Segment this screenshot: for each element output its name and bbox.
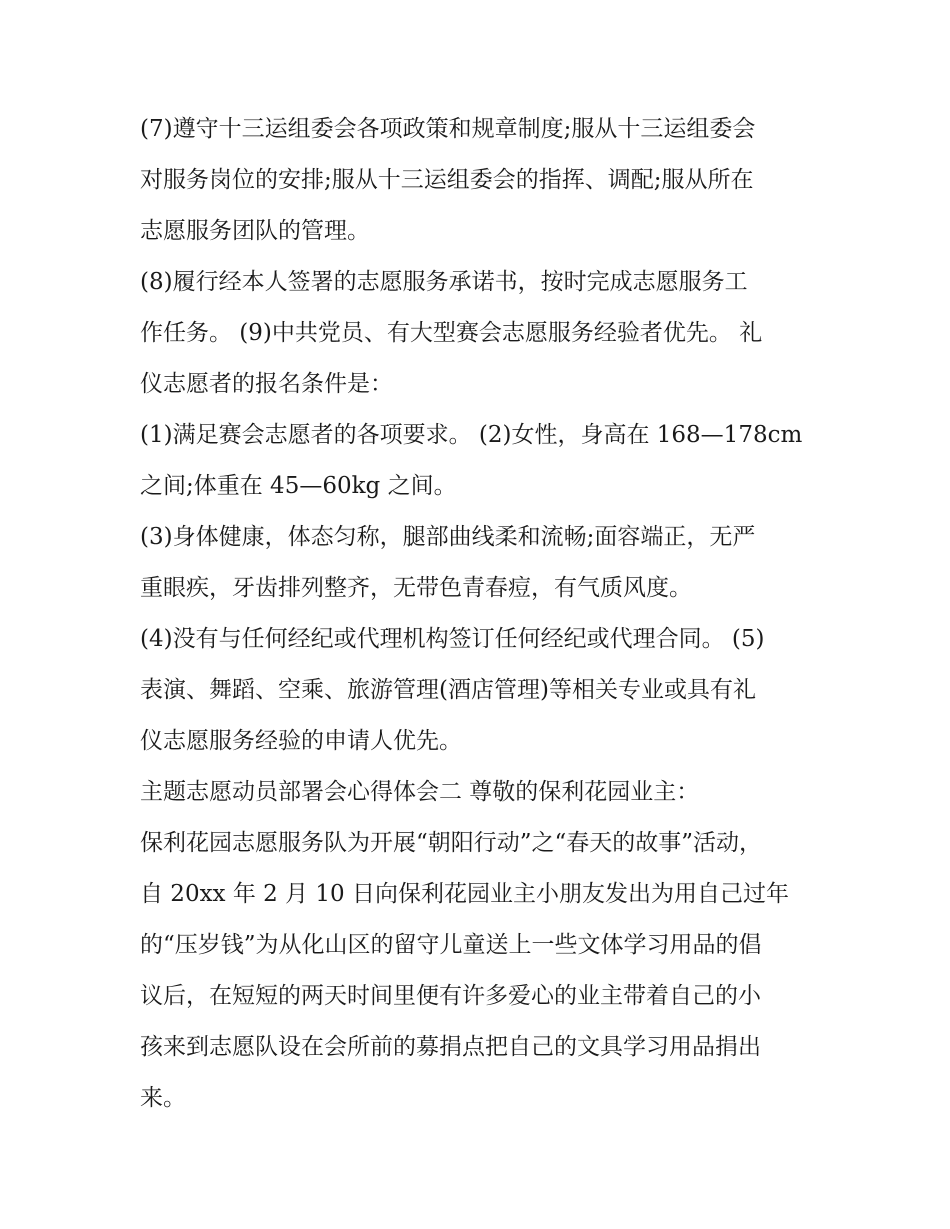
text-line: 对服务岗位的安排;服从十三运组委会的指挥、调配;服从所在	[140, 167, 754, 193]
text-line: 议后，在短短的两天时间里便有许多爱心的业主带着自己的小	[140, 983, 761, 1009]
text-line: 之间;体重在 45—60kg 之间。	[140, 473, 457, 499]
text-line: 重眼疾，牙齿排列整齐，无带色青春痘，有气质风度。	[140, 575, 692, 601]
text-line: 主题志愿动员部署会心得体会二 尊敬的保利花园业主：	[140, 779, 700, 805]
text-line: (1)满足赛会志愿者的各项要求。 (2)女性，身高在 168—178cm	[140, 422, 803, 448]
text-line: 孩来到志愿队设在会所前的募捐点把自己的文具学习用品捐出	[140, 1034, 761, 1060]
text-line: (3)身体健康，体态匀称，腿部曲线柔和流畅;面容端正，无严	[140, 524, 756, 550]
document-page	[140, 104, 820, 1124]
text-line: 表演、舞蹈、空乘、旅游管理(酒店管理)等相关专业或具有礼	[140, 677, 756, 703]
text-line: 的“压岁钱”为从化山区的留守儿童送上一些文体学习用品的倡	[140, 932, 762, 958]
text-line: 来。	[140, 1085, 186, 1111]
text-line: 志愿服务团队的管理。	[140, 218, 370, 244]
text-line: 仪志愿服务经验的申请人优先。	[140, 728, 462, 754]
text-line: 仪志愿者的报名条件是：	[140, 371, 393, 397]
text-line: 作任务。 (9)中共党员、有大型赛会志愿服务经验者优先。 礼	[140, 320, 763, 346]
text-line: (8)履行经本人签署的志愿服务承诺书，按时完成志愿服务工	[140, 269, 748, 295]
text-line: (4)没有与任何经纪或代理机构签订任何经纪或代理合同。 (5)	[140, 626, 765, 652]
text-line: (7)遵守十三运组委会各项政策和规章制度;服从十三运组委会	[140, 116, 756, 142]
text-line: 保利花园志愿服务队为开展“朝阳行动”之“春天的故事”活动，	[140, 830, 763, 856]
text-line: 自 20xx 年 2 月 10 日向保利花园业主小朋友发出为用自己过年	[140, 881, 789, 907]
